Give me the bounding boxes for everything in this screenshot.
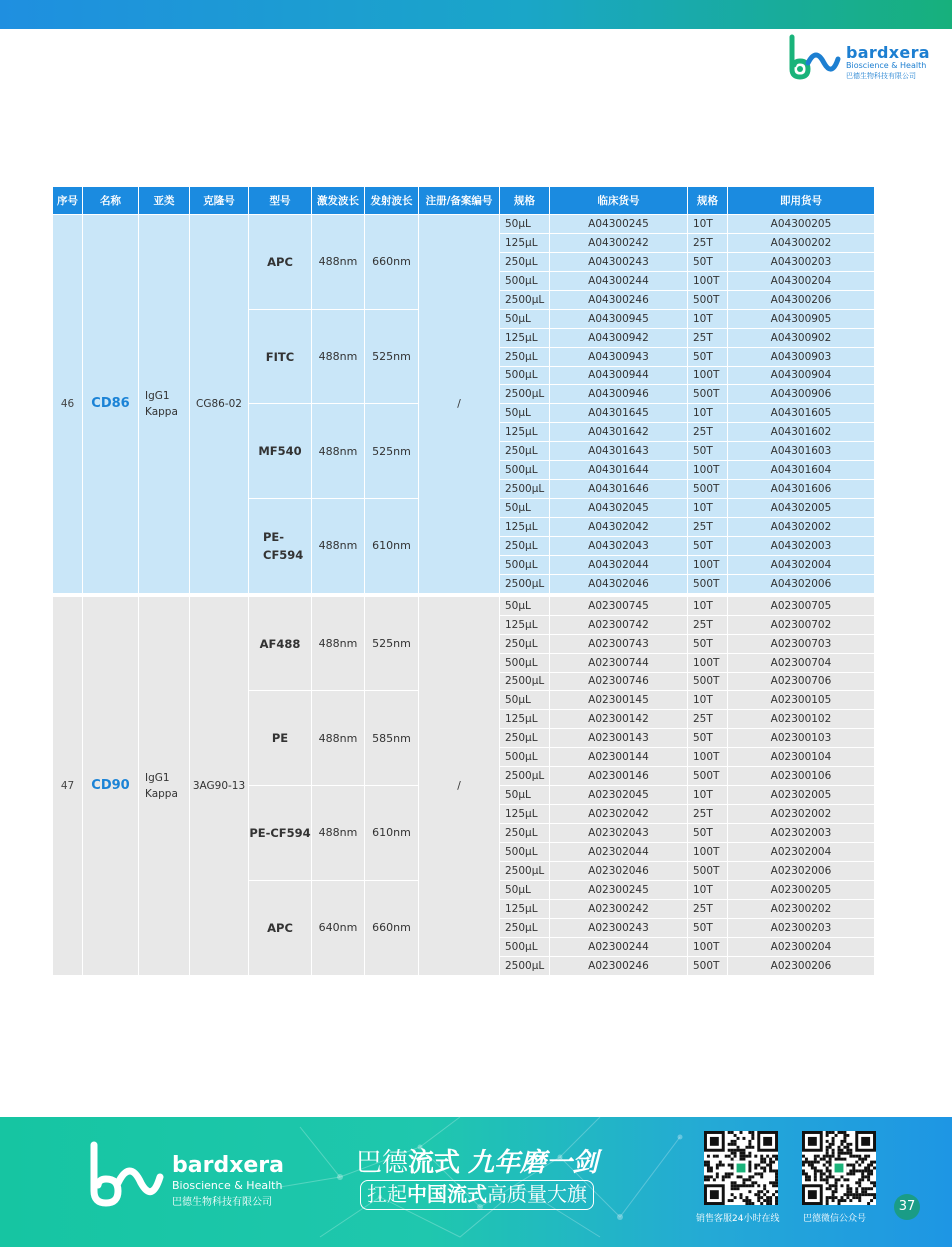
row-index: 46	[53, 215, 83, 594]
clinical-size: 50μL	[500, 880, 550, 899]
clinical-size: 50μL	[500, 309, 550, 328]
clinical-catalog-number: A02302044	[550, 842, 688, 861]
column-header: 规格	[500, 187, 550, 215]
column-header: 克隆号	[190, 187, 249, 215]
clinical-size: 250μL	[500, 634, 550, 653]
clinical-catalog-number: A04302043	[550, 536, 688, 555]
column-header: 型号	[249, 187, 312, 215]
table-row	[53, 215, 875, 234]
emission-wavelength: 660nm	[365, 880, 419, 975]
footer-brand-name: bardxera	[172, 1153, 284, 1178]
ready-catalog-number: A04300203	[728, 252, 875, 271]
fluorochrome-type: PE-CF594	[249, 499, 312, 594]
clinical-catalog-number: A02302046	[550, 861, 688, 880]
ready-spec: 100T	[688, 366, 728, 385]
ready-catalog-number: A02300106	[728, 767, 875, 786]
ready-spec: 50T	[688, 347, 728, 366]
clinical-catalog-number: A04300242	[550, 233, 688, 252]
excitation-wavelength: 488nm	[312, 499, 365, 594]
clinical-catalog-number: A04302042	[550, 518, 688, 537]
ready-spec: 500T	[688, 385, 728, 404]
ready-catalog-number: A02300705	[728, 596, 875, 615]
clinical-catalog-number: A02300746	[550, 672, 688, 691]
ready-catalog-number: A02300203	[728, 918, 875, 937]
clinical-catalog-number: A02300743	[550, 634, 688, 653]
clinical-size: 125μL	[500, 423, 550, 442]
ready-catalog-number: A04300905	[728, 309, 875, 328]
antibody-name: CD90	[83, 596, 139, 975]
clinical-size: 2500μL	[500, 574, 550, 593]
clinical-size: 500μL	[500, 461, 550, 480]
clinical-catalog-number: A04300244	[550, 271, 688, 290]
clinical-size: 500μL	[500, 366, 550, 385]
clinical-size: 125μL	[500, 899, 550, 918]
clinical-catalog-number: A04302046	[550, 574, 688, 593]
table-row	[53, 596, 875, 615]
ready-spec: 25T	[688, 423, 728, 442]
ready-spec: 500T	[688, 861, 728, 880]
fluorochrome-type: FITC	[249, 309, 312, 404]
column-header: 序号	[53, 187, 83, 215]
ready-catalog-number: A02300706	[728, 672, 875, 691]
antibody-subclass: IgG1 Kappa	[139, 596, 190, 975]
clinical-catalog-number: A04301645	[550, 404, 688, 423]
clinical-catalog-number: A02300144	[550, 748, 688, 767]
clinical-catalog-number: A04301643	[550, 442, 688, 461]
bardxera-logo-icon	[86, 1139, 166, 1209]
ready-spec: 50T	[688, 442, 728, 461]
clinical-size: 2500μL	[500, 767, 550, 786]
clinical-catalog-number: A02300742	[550, 615, 688, 634]
ready-spec: 100T	[688, 555, 728, 574]
registration-number: /	[419, 596, 500, 975]
bardxera-logo-icon	[786, 33, 842, 81]
ready-spec: 10T	[688, 596, 728, 615]
clinical-catalog-number: A04300245	[550, 215, 688, 234]
slogan-1a: 巴德	[356, 1148, 409, 1178]
ready-spec: 10T	[688, 691, 728, 710]
clinical-size: 2500μL	[500, 956, 550, 975]
clone-number: 3AG90-13	[190, 596, 249, 975]
ready-catalog-number: A02300102	[728, 710, 875, 729]
ready-catalog-number: A04302002	[728, 518, 875, 537]
ready-catalog-number: A02302005	[728, 786, 875, 805]
clinical-size: 250μL	[500, 347, 550, 366]
footer-band	[0, 1117, 952, 1247]
clinical-catalog-number: A02300744	[550, 653, 688, 672]
clinical-catalog-number: A02302042	[550, 805, 688, 824]
brand-name: bardxera	[846, 43, 930, 62]
ready-spec: 50T	[688, 634, 728, 653]
ready-spec: 25T	[688, 518, 728, 537]
ready-spec: 500T	[688, 767, 728, 786]
ready-catalog-number: A04301605	[728, 404, 875, 423]
ready-spec: 100T	[688, 271, 728, 290]
ready-spec: 10T	[688, 404, 728, 423]
ready-catalog-number: A02302002	[728, 805, 875, 824]
ready-spec: 25T	[688, 710, 728, 729]
antibody-subclass: IgG1 Kappa	[139, 215, 190, 594]
ready-spec: 100T	[688, 937, 728, 956]
clinical-catalog-number: A04300243	[550, 252, 688, 271]
clinical-catalog-number: A04302045	[550, 499, 688, 518]
ready-catalog-number: A04302006	[728, 574, 875, 593]
ready-catalog-number: A04300202	[728, 233, 875, 252]
slogan-2b: 中国流式	[407, 1182, 487, 1206]
header-logo	[786, 33, 946, 81]
ready-catalog-number: A04301606	[728, 480, 875, 499]
ready-catalog-number: A04301602	[728, 423, 875, 442]
clinical-catalog-number: A02302045	[550, 786, 688, 805]
ready-catalog-number: A04301603	[728, 442, 875, 461]
clinical-size: 500μL	[500, 748, 550, 767]
clinical-size: 125μL	[500, 328, 550, 347]
column-header: 注册/备案编号	[419, 187, 500, 215]
ready-catalog-number: A04301604	[728, 461, 875, 480]
registration-number: /	[419, 215, 500, 594]
ready-catalog-number: A02300205	[728, 880, 875, 899]
ready-spec: 10T	[688, 309, 728, 328]
clinical-catalog-number: A04300944	[550, 366, 688, 385]
column-header: 临床货号	[550, 187, 688, 215]
footer-logo	[86, 1139, 296, 1209]
clinical-catalog-number: A02300244	[550, 937, 688, 956]
fluorochrome-type: APC	[249, 215, 312, 310]
ready-catalog-number: A02300206	[728, 956, 875, 975]
ready-catalog-number: A02300204	[728, 937, 875, 956]
column-header: 规格	[688, 187, 728, 215]
ready-catalog-number: A02300103	[728, 729, 875, 748]
ready-spec: 100T	[688, 748, 728, 767]
footer-brand-tagline: Bioscience & Health	[172, 1179, 283, 1192]
ready-spec: 25T	[688, 615, 728, 634]
clinical-size: 250μL	[500, 442, 550, 461]
excitation-wavelength: 488nm	[312, 215, 365, 310]
ready-catalog-number: A04300206	[728, 290, 875, 309]
ready-catalog-number: A02300202	[728, 899, 875, 918]
ready-catalog-number: A02300704	[728, 653, 875, 672]
wechat-qr-label: 巴德微信公众号	[803, 1214, 867, 1224]
ready-catalog-number: A04302003	[728, 536, 875, 555]
clinical-catalog-number: A04300945	[550, 309, 688, 328]
row-index: 47	[53, 596, 83, 975]
clinical-catalog-number: A02300745	[550, 596, 688, 615]
clinical-catalog-number: A02300146	[550, 767, 688, 786]
ready-spec: 25T	[688, 899, 728, 918]
clinical-catalog-number: A02300243	[550, 918, 688, 937]
clinical-catalog-number: A04300246	[550, 290, 688, 309]
clinical-size: 500μL	[500, 842, 550, 861]
clinical-size: 250μL	[500, 252, 550, 271]
ready-catalog-number: A04300904	[728, 366, 875, 385]
clinical-size: 125μL	[500, 518, 550, 537]
ready-spec: 50T	[688, 918, 728, 937]
clinical-size: 50μL	[500, 499, 550, 518]
wechat-qr-code-icon[interactable]	[802, 1131, 876, 1205]
ready-spec: 10T	[688, 786, 728, 805]
fluorochrome-type: AF488	[249, 596, 312, 691]
antibody-name: CD86	[83, 215, 139, 594]
clinical-catalog-number: A04300946	[550, 385, 688, 404]
footer-brand-company: 巴德生物科技有限公司	[172, 1197, 272, 1208]
clinical-catalog-number: A04300943	[550, 347, 688, 366]
column-header: 亚类	[139, 187, 190, 215]
ready-catalog-number: A02300703	[728, 634, 875, 653]
emission-wavelength: 660nm	[365, 215, 419, 310]
ready-catalog-number: A02302003	[728, 824, 875, 843]
ready-catalog-number: A02300105	[728, 691, 875, 710]
slogan-1b: 流式	[408, 1148, 461, 1178]
clone-number: CG86-02	[190, 215, 249, 594]
excitation-wavelength: 488nm	[312, 691, 365, 786]
clinical-size: 50μL	[500, 404, 550, 423]
emission-wavelength: 585nm	[365, 691, 419, 786]
ready-catalog-number: A04300902	[728, 328, 875, 347]
ready-spec: 25T	[688, 233, 728, 252]
emission-wavelength: 525nm	[365, 309, 419, 404]
ready-spec: 10T	[688, 215, 728, 234]
sales-qr-label: 销售客服24小时在线	[696, 1214, 780, 1224]
ready-spec: 50T	[688, 729, 728, 748]
clinical-size: 2500μL	[500, 290, 550, 309]
clinical-size: 50μL	[500, 786, 550, 805]
clinical-size: 50μL	[500, 691, 550, 710]
ready-catalog-number: A04300903	[728, 347, 875, 366]
emission-wavelength: 610nm	[365, 786, 419, 881]
brand-tagline: Bioscience & Health	[846, 61, 927, 70]
ready-catalog-number: A04300204	[728, 271, 875, 290]
clinical-size: 2500μL	[500, 861, 550, 880]
ready-spec: 25T	[688, 328, 728, 347]
sales-qr-code-icon[interactable]	[704, 1131, 778, 1205]
clinical-size: 500μL	[500, 555, 550, 574]
clinical-catalog-number: A04301646	[550, 480, 688, 499]
slogan-line-2	[360, 1180, 594, 1210]
ready-spec: 50T	[688, 536, 728, 555]
column-header: 名称	[83, 187, 139, 215]
fluorochrome-type: MF540	[249, 404, 312, 499]
clinical-catalog-number: A02300246	[550, 956, 688, 975]
fluorochrome-type: PE	[249, 691, 312, 786]
column-header: 发射波长	[365, 187, 419, 215]
fluorochrome-type: PE-CF594	[249, 786, 312, 881]
ready-spec: 10T	[688, 880, 728, 899]
ready-spec: 10T	[688, 499, 728, 518]
ready-catalog-number: A02302004	[728, 842, 875, 861]
excitation-wavelength: 488nm	[312, 404, 365, 499]
clinical-catalog-number: A02300145	[550, 691, 688, 710]
emission-wavelength: 525nm	[365, 404, 419, 499]
clinical-size: 2500μL	[500, 385, 550, 404]
clinical-catalog-number: A02300245	[550, 880, 688, 899]
clinical-size: 250μL	[500, 729, 550, 748]
ready-catalog-number: A04300205	[728, 215, 875, 234]
ready-catalog-number: A02300702	[728, 615, 875, 634]
ready-spec: 500T	[688, 956, 728, 975]
excitation-wavelength: 488nm	[312, 309, 365, 404]
clinical-catalog-number: A04301644	[550, 461, 688, 480]
clinical-size: 125μL	[500, 805, 550, 824]
clinical-size: 500μL	[500, 271, 550, 290]
clinical-size: 500μL	[500, 937, 550, 956]
excitation-wavelength: 640nm	[312, 880, 365, 975]
clinical-size: 125μL	[500, 710, 550, 729]
product-group	[53, 215, 875, 594]
clinical-size: 250μL	[500, 824, 550, 843]
slogan-1c: 九年磨一剑	[468, 1148, 599, 1178]
ready-spec: 100T	[688, 653, 728, 672]
excitation-wavelength: 488nm	[312, 596, 365, 691]
clinical-catalog-number: A04302044	[550, 555, 688, 574]
ready-catalog-number: A04300906	[728, 385, 875, 404]
ready-spec: 50T	[688, 824, 728, 843]
top-color-band	[0, 0, 952, 29]
ready-spec: 500T	[688, 480, 728, 499]
clinical-size: 50μL	[500, 596, 550, 615]
emission-wavelength: 525nm	[365, 596, 419, 691]
page-number: 37	[894, 1194, 920, 1220]
ready-catalog-number: A02300104	[728, 748, 875, 767]
column-header: 即用货号	[728, 187, 875, 215]
clinical-size: 250μL	[500, 918, 550, 937]
clinical-catalog-number: A02300143	[550, 729, 688, 748]
clinical-size: 500μL	[500, 653, 550, 672]
slogan-line-1	[356, 1142, 598, 1179]
product-spec-table	[52, 186, 875, 976]
clinical-catalog-number: A02300242	[550, 899, 688, 918]
clinical-size: 2500μL	[500, 480, 550, 499]
clinical-catalog-number: A04300942	[550, 328, 688, 347]
clinical-catalog-number: A02300142	[550, 710, 688, 729]
table-header-row	[53, 187, 875, 215]
ready-spec: 25T	[688, 805, 728, 824]
ready-spec: 500T	[688, 290, 728, 309]
column-header: 激发波长	[312, 187, 365, 215]
clinical-size: 2500μL	[500, 672, 550, 691]
clinical-size: 125μL	[500, 233, 550, 252]
clinical-catalog-number: A02302043	[550, 824, 688, 843]
emission-wavelength: 610nm	[365, 499, 419, 594]
clinical-size: 50μL	[500, 215, 550, 234]
clinical-catalog-number: A04301642	[550, 423, 688, 442]
fluorochrome-type: APC	[249, 880, 312, 975]
clinical-size: 250μL	[500, 536, 550, 555]
ready-catalog-number: A04302005	[728, 499, 875, 518]
excitation-wavelength: 488nm	[312, 786, 365, 881]
slogan-2c: 高质量大旗	[487, 1182, 587, 1206]
clinical-size: 125μL	[500, 615, 550, 634]
brand-company: 巴德生物科技有限公司	[846, 72, 916, 80]
ready-spec: 100T	[688, 461, 728, 480]
ready-spec: 50T	[688, 252, 728, 271]
ready-catalog-number: A04302004	[728, 555, 875, 574]
ready-spec: 100T	[688, 842, 728, 861]
ready-catalog-number: A02302006	[728, 861, 875, 880]
ready-spec: 500T	[688, 574, 728, 593]
product-group	[53, 596, 875, 975]
slogan-2a: 扛起	[367, 1182, 407, 1206]
ready-spec: 500T	[688, 672, 728, 691]
